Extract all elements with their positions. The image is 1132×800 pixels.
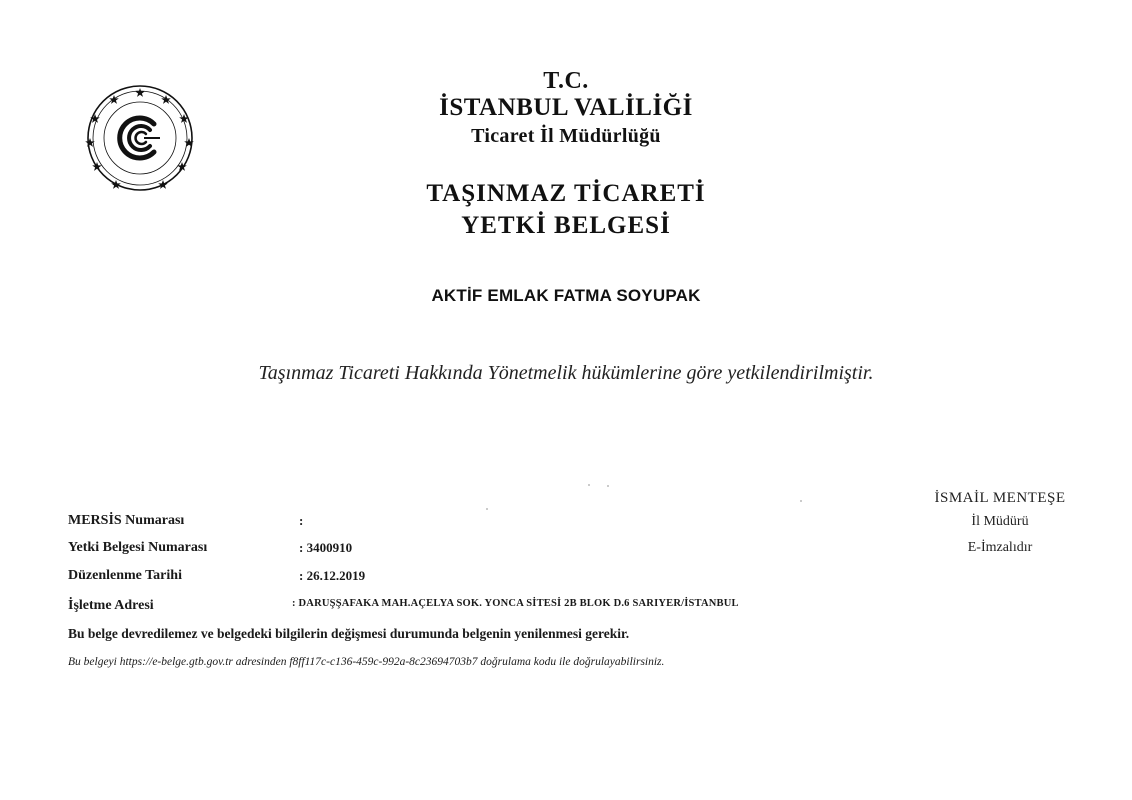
- issue-date-label: Düzenlenme Tarihi: [68, 568, 182, 583]
- authority-heading: İSTANBUL VALİLİĞİ: [439, 94, 693, 121]
- certificate-holder-name: AKTİF EMLAK FATMA SOYUPAK: [431, 286, 701, 305]
- mersis-number-value: :: [299, 513, 304, 528]
- verification-notice: Bu belgeyi https://e-belge.gtb.gov.tr adresinden f8ff117c-c136-459c-992a-8c23694703b7 doğrulama kodu ile doğrulayabilirsiniz.: [68, 656, 665, 668]
- directorate-heading: Ticaret İl Müdürlüğü: [471, 125, 661, 147]
- signer-name: İSMAİL MENTEŞE: [934, 490, 1066, 506]
- signer-title: İl Müdürü: [971, 514, 1029, 529]
- scan-speck: [486, 508, 488, 510]
- authorization-statement: Taşınmaz Ticareti Hakkında Yönetmelik hükümlerine göre yetkilendirilmiştir.: [258, 362, 874, 384]
- e-signature-note: E-İmzalıdır: [967, 540, 1033, 555]
- certificate-number-value: : 3400910: [299, 540, 353, 555]
- tc-heading: T.C.: [543, 68, 589, 94]
- business-address-label: İşletme Adresi: [68, 598, 154, 613]
- scan-speck: [588, 484, 590, 486]
- transfer-notice: Bu belge devredilemez ve belgedeki bilgilerin değişmesi durumunda belgenin yenilenmesi gerekir.: [68, 626, 630, 641]
- mersis-number-label: MERSİS Numarası: [68, 513, 185, 528]
- issue-date-value: : 26.12.2019: [299, 568, 366, 583]
- document-title-line2: YETKİ BELGESİ: [461, 212, 671, 239]
- business-address-value: : DARUŞŞAFAKA MAH.AÇELYA SOK. YONCA SİTESİ 2B BLOK D.6 SARIYER/İSTANBUL: [292, 598, 739, 609]
- scan-speck: [800, 500, 802, 502]
- certificate-number-label: Yetki Belgesi Numarası: [68, 540, 208, 555]
- scan-speck: [607, 485, 609, 487]
- document-title-line1: TAŞINMAZ TİCARETİ: [426, 180, 706, 207]
